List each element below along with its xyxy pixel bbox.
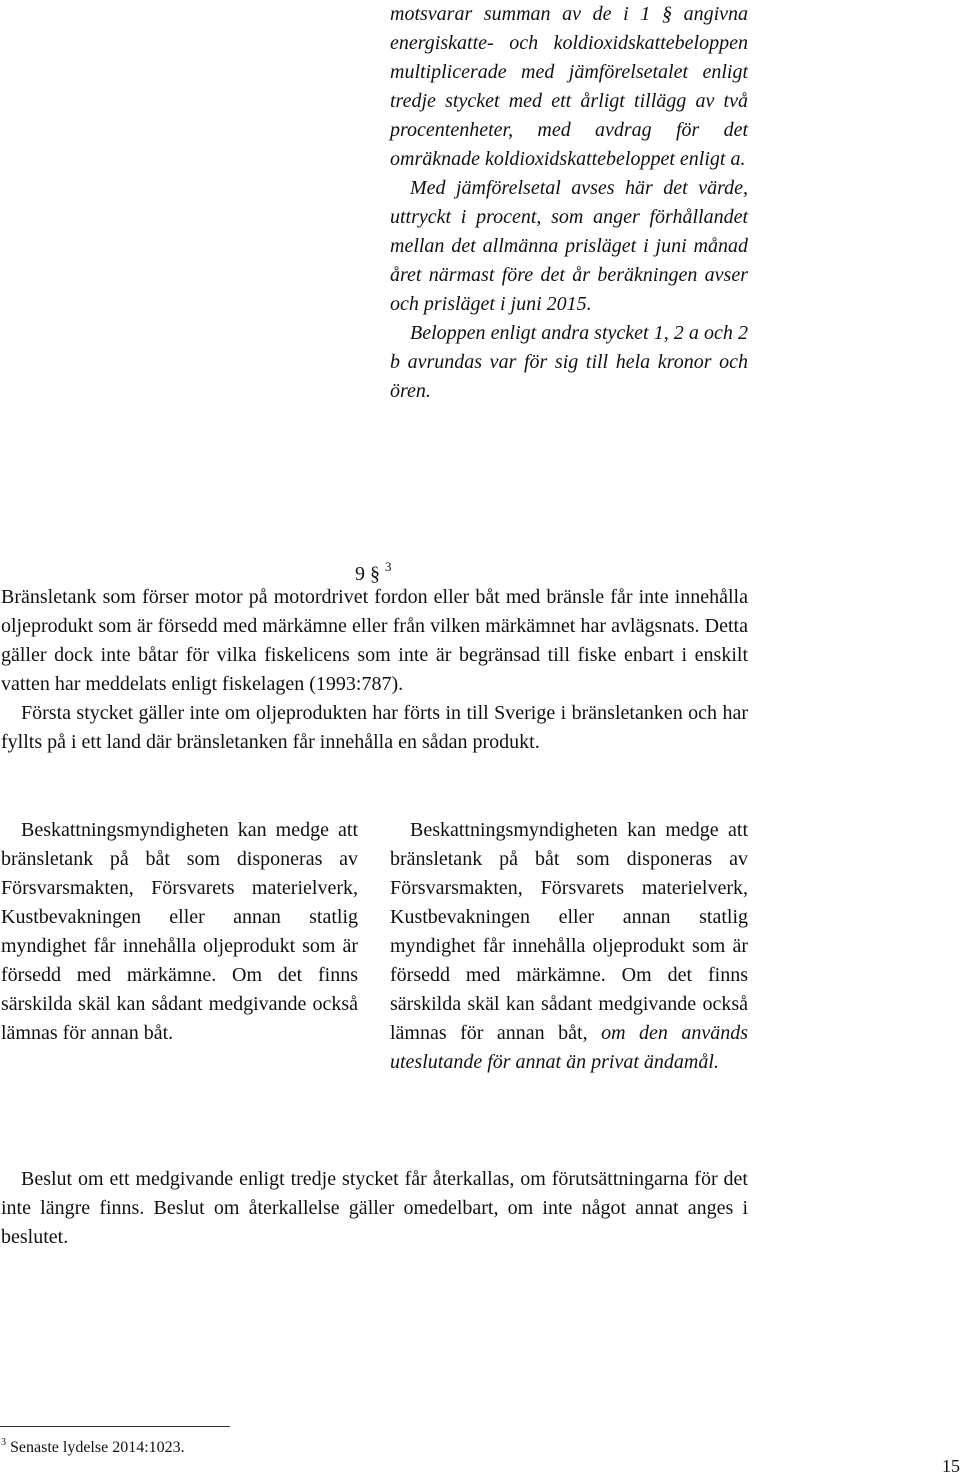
proposed-wording-text: Beskattningsmyndigheten kan medge att bränsletank på båt som disponeras av Försvarsmakten, Försvarets materielverk, Kustbevakningen eller annan statlig myndighet får innehålla oljeprodukt som är försedd med märkämne. Om det finns särskilda skäl kan sådant medgivande också lämnas för annan båt,	[390, 819, 748, 1044]
footnote	[1, 1432, 601, 1459]
section-body-end	[1, 1165, 748, 1252]
page-number: 15	[942, 1456, 960, 1476]
proposed-wording-paragraph	[390, 816, 748, 1077]
proposal-paragraph-2: Med jämförelsetal avses här det värde, uttryckt i procent, som anger förhållandet mellan det allmänna prisläget i juni månad året närmast före det år beräkningen avser och prisläget i juni 2015.	[390, 177, 748, 315]
body-paragraph-2: Första stycket gäller inte om oljeprodukten har förts in till Sverige i bränsletanken och har fyllts på i ett land där bränsletanken får innehålla en sådan produkt.	[1, 702, 748, 753]
current-wording-paragraph: Beskattningsmyndigheten kan medge att bränsletank på båt som disponeras av Försvarsmakten, Försvarets materielverk, Kustbevakningen eller annan statlig myndighet får innehålla oljeprodukt som är försedd med märkämne. Om det finns särskilda skäl kan sådant medgivande också lämnas för annan båt.	[1, 819, 358, 1044]
footnote-separator	[0, 1426, 230, 1427]
proposed-text-column	[390, 0, 748, 406]
proposed-wording-column	[390, 816, 748, 1077]
current-wording-column	[1, 816, 358, 1048]
footnote-text: Senaste lydelse 2014:1023.	[10, 1439, 185, 1456]
section-body	[1, 583, 748, 757]
proposal-paragraph-1: motsvarar summan av de i 1 § angivna energiskatte- och koldioxidskattebeloppen multiplicerade med jämförelsetalet enligt tredje stycket med ett årligt tillägg av två procentenheter, med avdrag för det omräknade koldioxidskattebeloppet enligt a.	[390, 3, 748, 170]
section-number: 9 §	[355, 563, 380, 585]
body-paragraph-1: Bränsletank som förser motor på motordrivet fordon eller båt med bränsle får inte innehålla oljeprodukt som är försedd med märkämne eller från vilken märkämnet har avlägsnats. Detta gäller dock inte båtar för vilka fiskelicens som inte är begränsad till fiske enbart i enskilt vatten har meddelats enligt fiskelagen (1993:787).	[1, 586, 748, 695]
proposed-wording-addition: om den används uteslutande för annat än privat ändamål.	[390, 1022, 749, 1073]
footnote-number: 3	[1, 1437, 6, 1448]
section-footnote-ref: 3	[385, 559, 392, 574]
body-paragraph-4: Beslut om ett medgivande enligt tredje stycket får återkallas, om förutsättningarna för det inte längre finns. Beslut om återkallelse gäller omedelbart, om inte något annat anges i beslutet.	[1, 1168, 748, 1248]
proposal-paragraph-3: Beloppen enligt andra stycket 1, 2 a och 2 b avrundas var för sig till hela kronor och ören.	[390, 322, 748, 402]
